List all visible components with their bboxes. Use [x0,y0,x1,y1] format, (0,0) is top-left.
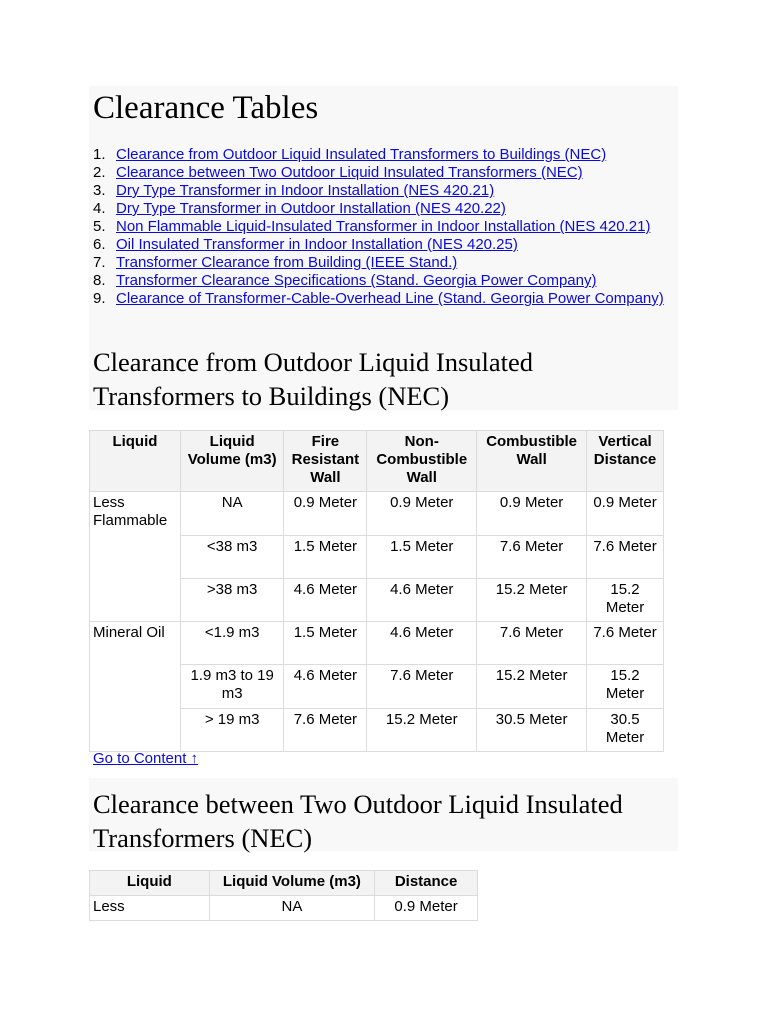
table-of-contents [93,146,678,308]
column-header: Vertical Distance [587,431,664,492]
liquid-cell [90,709,181,752]
clearance-to-buildings-table [89,430,664,752]
table-cell: 0.9 Meter [477,492,587,536]
table-cell: Less [90,896,210,921]
toc-number: 3. [93,182,106,199]
table-cell: NA [209,896,374,921]
toc-link[interactable]: Dry Type Transformer in Indoor Installation (NES 420.21) [116,182,495,199]
liquid-cell [90,536,181,579]
toc-link[interactable]: Clearance between Two Outdoor Liquid Insulated Transformers (NEC) [116,164,583,181]
column-header: Liquid [90,431,181,492]
table-cell: 15.2 Meter [477,579,587,622]
table-row [90,665,664,709]
table-cell: 4.6 Meter [367,622,477,665]
toc-link[interactable]: Non Flammable Liquid-Insulated Transformer in Indoor Installation (NES 420.21) [116,218,651,235]
table-cell: NA [180,492,284,536]
liquid-cell: Less Flammable [90,492,181,536]
table-cell: 4.6 Meter [284,579,367,622]
toc-item [93,272,678,290]
toc-number: 4. [93,200,106,217]
liquid-cell [90,665,181,709]
table-cell: 4.6 Meter [284,665,367,709]
toc-item [93,164,678,182]
table-cell: >38 m3 [180,579,284,622]
toc-item [93,290,678,308]
table-cell: <1.9 m3 [180,622,284,665]
table-cell: > 19 m3 [180,709,284,752]
liquid-cell [90,579,181,622]
toc-number: 6. [93,236,106,253]
toc-number: 5. [93,218,106,235]
toc-link[interactable]: Transformer Clearance from Building (IEEE Stand.) [116,254,458,271]
table-cell: 0.9 Meter [284,492,367,536]
table-cell: 7.6 Meter [367,665,477,709]
table-row [90,709,664,752]
column-header: Liquid [90,871,210,896]
table-cell: 1.5 Meter [284,622,367,665]
table-row [90,579,664,622]
table-cell: 7.6 Meter [587,622,664,665]
table-cell: 0.9 Meter [367,492,477,536]
table-cell: 7.6 Meter [477,622,587,665]
toc-item [93,254,678,272]
table-row [90,622,664,665]
liquid-cell: Mineral Oil [90,622,181,665]
table-cell: 4.6 Meter [367,579,477,622]
toc-link[interactable]: Oil Insulated Transformer in Indoor Installation (NES 420.25) [116,236,518,253]
table-cell: 7.6 Meter [477,536,587,579]
toc-number: 8. [93,272,106,289]
column-header: Non-Combustible Wall [367,431,477,492]
column-header: Liquid Volume (m3) [180,431,284,492]
toc-item [93,182,678,200]
section2-title: Clearance between Two Outdoor Liquid Insulated Transformers (NEC) [93,789,623,853]
table-cell: 0.9 Meter [375,896,478,921]
go-to-content-link[interactable]: Go to Content ↑ [93,750,199,767]
table-cell: 15.2 Meter [587,665,664,709]
toc-item [93,146,678,164]
toc-item [93,200,678,218]
page-title: Clearance Tables [93,90,319,126]
toc-item [93,236,678,254]
table-row [90,536,664,579]
table-cell: 7.6 Meter [587,536,664,579]
table-cell: <38 m3 [180,536,284,579]
toc-item [93,218,678,236]
column-header: Liquid Volume (m3) [209,871,374,896]
table-cell: 15.2 Meter [367,709,477,752]
toc-link[interactable]: Dry Type Transformer in Outdoor Installation (NES 420.22) [116,200,506,217]
table-cell: 15.2 Meter [477,665,587,709]
toc-number: 7. [93,254,106,271]
table-cell: 30.5 Meter [587,709,664,752]
table-cell: 15.2 Meter [587,579,664,622]
table-cell: 1.5 Meter [367,536,477,579]
table-cell: 1.5 Meter [284,536,367,579]
column-header: Fire Resistant Wall [284,431,367,492]
toc-link[interactable]: Clearance from Outdoor Liquid Insulated Transformers to Buildings (NEC) [116,146,607,163]
toc-link[interactable]: Transformer Clearance Specifications (Stand. Georgia Power Company) [116,272,597,289]
table-cell: 7.6 Meter [284,709,367,752]
column-header: Combustible Wall [477,431,587,492]
toc-number: 9. [93,290,106,307]
table-cell: 0.9 Meter [587,492,664,536]
section1-title: Clearance from Outdoor Liquid Insulated Transformers to Buildings (NEC) [93,347,534,411]
transformer-to-transformer-table [89,870,478,921]
toc-number: 1. [93,146,106,163]
table-row [90,492,664,536]
table-cell: 1.9 m3 to 19 m3 [180,665,284,709]
toc-link[interactable]: Clearance of Transformer-Cable-Overhead Line (Stand. Georgia Power Company) [116,290,664,307]
table-cell: 30.5 Meter [477,709,587,752]
toc-number: 2. [93,164,106,181]
column-header: Distance [375,871,478,896]
table-row [90,896,478,921]
